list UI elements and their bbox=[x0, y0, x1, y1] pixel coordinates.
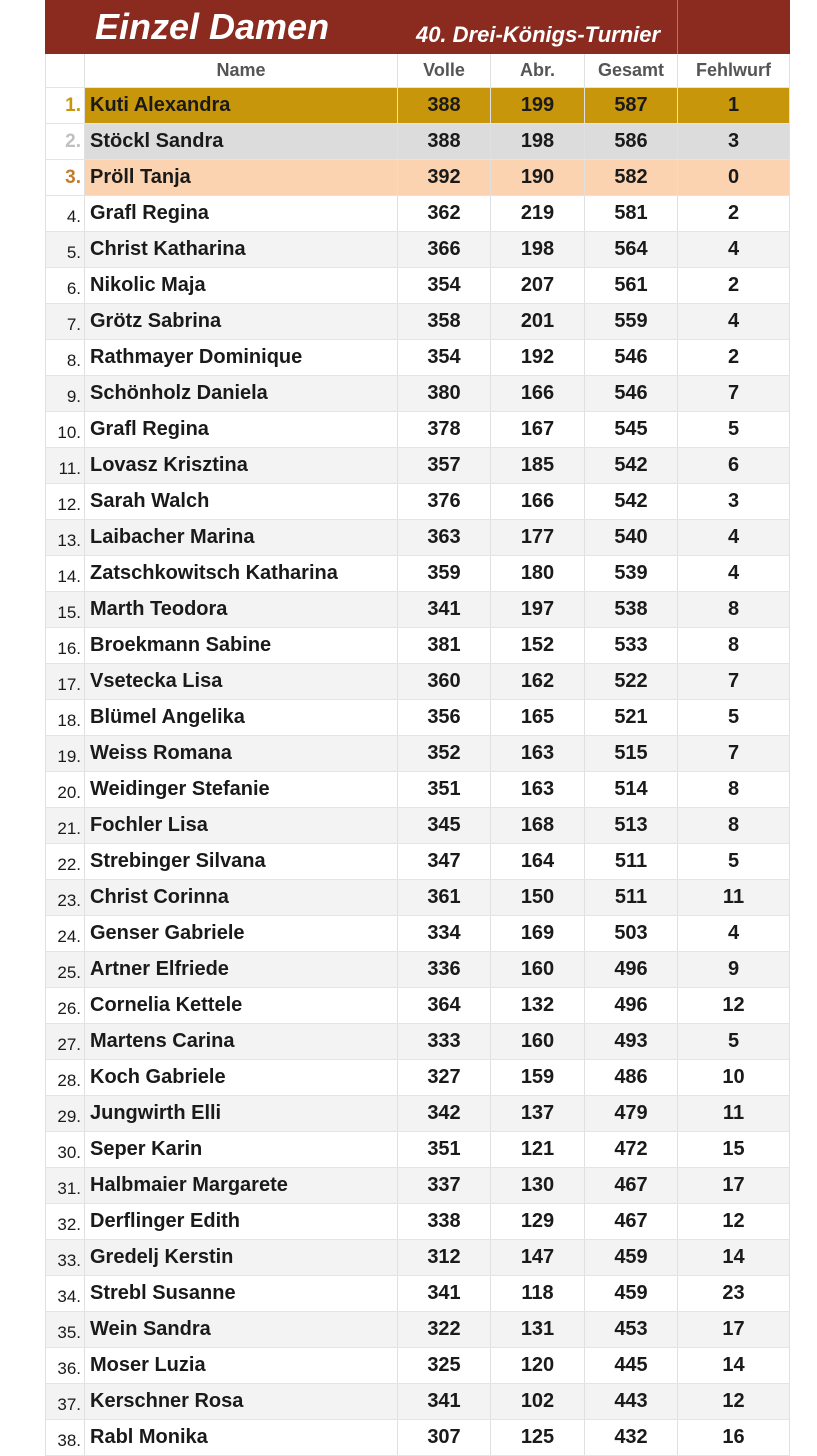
page-subtitle: 40. Drei-Königs-Turnier bbox=[415, 22, 661, 47]
row-rank: 31. bbox=[45, 1168, 85, 1203]
row-name: Halbmaier Margarete bbox=[85, 1168, 398, 1203]
row-volle: 376 bbox=[398, 484, 491, 519]
row-fehlwurf: 16 bbox=[678, 1420, 790, 1455]
row-volle: 345 bbox=[398, 808, 491, 843]
row-volle: 341 bbox=[398, 592, 491, 627]
row-name: Kuti Alexandra bbox=[85, 88, 398, 123]
row-rank: 19. bbox=[45, 736, 85, 771]
row-rank: 13. bbox=[45, 520, 85, 555]
row-abr: 102 bbox=[491, 1384, 585, 1419]
row-fehlwurf: 8 bbox=[678, 592, 790, 627]
row-fehlwurf: 3 bbox=[678, 484, 790, 519]
row-fehlwurf: 14 bbox=[678, 1348, 790, 1383]
row-rank: 9. bbox=[45, 376, 85, 411]
row-volle: 342 bbox=[398, 1096, 491, 1131]
row-fehlwurf: 5 bbox=[678, 412, 790, 447]
row-rank: 27. bbox=[45, 1024, 85, 1059]
row-volle: 392 bbox=[398, 160, 491, 195]
row-name: Koch Gabriele bbox=[85, 1060, 398, 1095]
row-volle: 388 bbox=[398, 124, 491, 159]
row-gesamt: 479 bbox=[585, 1096, 678, 1131]
row-volle: 380 bbox=[398, 376, 491, 411]
table-row bbox=[45, 808, 790, 844]
row-rank: 28. bbox=[45, 1060, 85, 1095]
row-name: Artner Elfriede bbox=[85, 952, 398, 987]
row-volle: 341 bbox=[398, 1384, 491, 1419]
title-divider bbox=[677, 0, 678, 54]
table-body bbox=[45, 88, 790, 1456]
row-rank: 6. bbox=[45, 268, 85, 303]
row-abr: 152 bbox=[491, 628, 585, 663]
row-rank: 36. bbox=[45, 1348, 85, 1383]
row-fehlwurf: 9 bbox=[678, 952, 790, 987]
table-row bbox=[45, 1096, 790, 1132]
table-row bbox=[45, 268, 790, 304]
row-gesamt: 486 bbox=[585, 1060, 678, 1095]
row-gesamt: 453 bbox=[585, 1312, 678, 1347]
table-row bbox=[45, 1240, 790, 1276]
row-rank: 17. bbox=[45, 664, 85, 699]
row-volle: 359 bbox=[398, 556, 491, 591]
row-gesamt: 540 bbox=[585, 520, 678, 555]
row-rank: 18. bbox=[45, 700, 85, 735]
row-rank: 2. bbox=[45, 124, 85, 159]
row-gesamt: 467 bbox=[585, 1204, 678, 1239]
row-gesamt: 443 bbox=[585, 1384, 678, 1419]
row-name: Rabl Monika bbox=[85, 1420, 398, 1455]
row-name: Rathmayer Dominique bbox=[85, 340, 398, 375]
row-rank: 22. bbox=[45, 844, 85, 879]
table-row bbox=[45, 1132, 790, 1168]
row-fehlwurf: 15 bbox=[678, 1132, 790, 1167]
row-volle: 337 bbox=[398, 1168, 491, 1203]
row-fehlwurf: 7 bbox=[678, 736, 790, 771]
row-volle: 358 bbox=[398, 304, 491, 339]
row-gesamt: 445 bbox=[585, 1348, 678, 1383]
table-row bbox=[45, 1348, 790, 1384]
row-abr: 125 bbox=[491, 1420, 585, 1455]
row-fehlwurf: 2 bbox=[678, 340, 790, 375]
row-name: Zatschkowitsch Katharina bbox=[85, 556, 398, 591]
row-name: Sarah Walch bbox=[85, 484, 398, 519]
row-volle: 351 bbox=[398, 772, 491, 807]
table-row bbox=[45, 304, 790, 340]
row-abr: 166 bbox=[491, 376, 585, 411]
row-name: Lovasz Krisztina bbox=[85, 448, 398, 483]
row-fehlwurf: 12 bbox=[678, 1204, 790, 1239]
table-row bbox=[45, 448, 790, 484]
row-rank: 5. bbox=[45, 232, 85, 267]
row-fehlwurf: 23 bbox=[678, 1276, 790, 1311]
row-name: Fochler Lisa bbox=[85, 808, 398, 843]
table-row bbox=[45, 1420, 790, 1456]
row-volle: 351 bbox=[398, 1132, 491, 1167]
row-fehlwurf: 4 bbox=[678, 520, 790, 555]
row-rank: 29. bbox=[45, 1096, 85, 1131]
row-gesamt: 503 bbox=[585, 916, 678, 951]
row-gesamt: 496 bbox=[585, 952, 678, 987]
row-gesamt: 545 bbox=[585, 412, 678, 447]
row-name: Grötz Sabrina bbox=[85, 304, 398, 339]
row-fehlwurf: 5 bbox=[678, 700, 790, 735]
row-name: Christ Corinna bbox=[85, 880, 398, 915]
header-volle: Volle bbox=[398, 54, 491, 87]
row-rank: 12. bbox=[45, 484, 85, 519]
row-abr: 164 bbox=[491, 844, 585, 879]
row-gesamt: 472 bbox=[585, 1132, 678, 1167]
row-name: Seper Karin bbox=[85, 1132, 398, 1167]
row-name: Christ Katharina bbox=[85, 232, 398, 267]
row-abr: 160 bbox=[491, 1024, 585, 1059]
table-row bbox=[45, 1024, 790, 1060]
row-volle: 333 bbox=[398, 1024, 491, 1059]
row-abr: 132 bbox=[491, 988, 585, 1023]
row-volle: 322 bbox=[398, 1312, 491, 1347]
row-abr: 169 bbox=[491, 916, 585, 951]
table-row bbox=[45, 916, 790, 952]
header-abr: Abr. bbox=[491, 54, 585, 87]
title-bar bbox=[45, 0, 790, 54]
row-volle: 356 bbox=[398, 700, 491, 735]
row-fehlwurf: 11 bbox=[678, 1096, 790, 1131]
table-row bbox=[45, 664, 790, 700]
row-gesamt: 586 bbox=[585, 124, 678, 159]
row-volle: 354 bbox=[398, 268, 491, 303]
row-name: Moser Luzia bbox=[85, 1348, 398, 1383]
table-row bbox=[45, 1276, 790, 1312]
row-fehlwurf: 2 bbox=[678, 268, 790, 303]
row-volle: 336 bbox=[398, 952, 491, 987]
table-row bbox=[45, 880, 790, 916]
row-abr: 197 bbox=[491, 592, 585, 627]
row-abr: 118 bbox=[491, 1276, 585, 1311]
row-rank: 15. bbox=[45, 592, 85, 627]
row-fehlwurf: 4 bbox=[678, 916, 790, 951]
row-volle: 357 bbox=[398, 448, 491, 483]
row-gesamt: 542 bbox=[585, 484, 678, 519]
row-rank: 3. bbox=[45, 160, 85, 195]
row-fehlwurf: 12 bbox=[678, 1384, 790, 1419]
row-fehlwurf: 5 bbox=[678, 844, 790, 879]
row-fehlwurf: 4 bbox=[678, 304, 790, 339]
row-gesamt: 539 bbox=[585, 556, 678, 591]
row-gesamt: 514 bbox=[585, 772, 678, 807]
row-fehlwurf: 10 bbox=[678, 1060, 790, 1095]
row-abr: 131 bbox=[491, 1312, 585, 1347]
results-sheet bbox=[45, 0, 790, 1456]
table-row bbox=[45, 1312, 790, 1348]
table-row bbox=[45, 88, 790, 124]
row-abr: 147 bbox=[491, 1240, 585, 1275]
row-volle: 364 bbox=[398, 988, 491, 1023]
row-rank: 38. bbox=[45, 1420, 85, 1455]
row-name: Blümel Angelika bbox=[85, 700, 398, 735]
row-gesamt: 513 bbox=[585, 808, 678, 843]
row-rank: 32. bbox=[45, 1204, 85, 1239]
table-row bbox=[45, 844, 790, 880]
row-name: Vsetecka Lisa bbox=[85, 664, 398, 699]
row-volle: 363 bbox=[398, 520, 491, 555]
table-row bbox=[45, 952, 790, 988]
row-fehlwurf: 1 bbox=[678, 88, 790, 123]
row-rank: 25. bbox=[45, 952, 85, 987]
row-fehlwurf: 2 bbox=[678, 196, 790, 231]
row-fehlwurf: 11 bbox=[678, 880, 790, 915]
row-name: Weidinger Stefanie bbox=[85, 772, 398, 807]
row-abr: 198 bbox=[491, 232, 585, 267]
row-gesamt: 432 bbox=[585, 1420, 678, 1455]
row-rank: 35. bbox=[45, 1312, 85, 1347]
row-abr: 166 bbox=[491, 484, 585, 519]
row-gesamt: 515 bbox=[585, 736, 678, 771]
row-abr: 185 bbox=[491, 448, 585, 483]
table-row bbox=[45, 124, 790, 160]
row-abr: 165 bbox=[491, 700, 585, 735]
row-rank: 30. bbox=[45, 1132, 85, 1167]
row-name: Nikolic Maja bbox=[85, 268, 398, 303]
table-row bbox=[45, 376, 790, 412]
row-fehlwurf: 0 bbox=[678, 160, 790, 195]
row-name: Grafl Regina bbox=[85, 196, 398, 231]
table-header bbox=[45, 54, 790, 88]
row-abr: 207 bbox=[491, 268, 585, 303]
row-gesamt: 493 bbox=[585, 1024, 678, 1059]
row-gesamt: 459 bbox=[585, 1240, 678, 1275]
row-gesamt: 564 bbox=[585, 232, 678, 267]
row-volle: 312 bbox=[398, 1240, 491, 1275]
row-volle: 347 bbox=[398, 844, 491, 879]
table-row bbox=[45, 520, 790, 556]
row-name: Marth Teodora bbox=[85, 592, 398, 627]
row-gesamt: 459 bbox=[585, 1276, 678, 1311]
row-abr: 168 bbox=[491, 808, 585, 843]
row-rank: 11. bbox=[45, 448, 85, 483]
row-fehlwurf: 12 bbox=[678, 988, 790, 1023]
row-volle: 325 bbox=[398, 1348, 491, 1383]
row-fehlwurf: 17 bbox=[678, 1312, 790, 1347]
header-gesamt: Gesamt bbox=[585, 54, 678, 87]
row-rank: 16. bbox=[45, 628, 85, 663]
row-gesamt: 561 bbox=[585, 268, 678, 303]
row-gesamt: 587 bbox=[585, 88, 678, 123]
row-fehlwurf: 4 bbox=[678, 556, 790, 591]
row-rank: 21. bbox=[45, 808, 85, 843]
row-abr: 121 bbox=[491, 1132, 585, 1167]
row-fehlwurf: 5 bbox=[678, 1024, 790, 1059]
row-name: Derflinger Edith bbox=[85, 1204, 398, 1239]
row-volle: 381 bbox=[398, 628, 491, 663]
row-name: Stöckl Sandra bbox=[85, 124, 398, 159]
row-volle: 327 bbox=[398, 1060, 491, 1095]
row-fehlwurf: 3 bbox=[678, 124, 790, 159]
row-volle: 352 bbox=[398, 736, 491, 771]
table-row bbox=[45, 1168, 790, 1204]
row-rank: 33. bbox=[45, 1240, 85, 1275]
header-rank bbox=[45, 54, 85, 87]
row-fehlwurf: 17 bbox=[678, 1168, 790, 1203]
row-rank: 14. bbox=[45, 556, 85, 591]
row-gesamt: 546 bbox=[585, 340, 678, 375]
row-abr: 163 bbox=[491, 772, 585, 807]
row-gesamt: 538 bbox=[585, 592, 678, 627]
row-name: Grafl Regina bbox=[85, 412, 398, 447]
row-rank: 10. bbox=[45, 412, 85, 447]
table-row bbox=[45, 988, 790, 1024]
table-row bbox=[45, 340, 790, 376]
row-volle: 360 bbox=[398, 664, 491, 699]
row-abr: 130 bbox=[491, 1168, 585, 1203]
row-gesamt: 467 bbox=[585, 1168, 678, 1203]
row-fehlwurf: 6 bbox=[678, 448, 790, 483]
row-name: Martens Carina bbox=[85, 1024, 398, 1059]
row-name: Genser Gabriele bbox=[85, 916, 398, 951]
table-row bbox=[45, 232, 790, 268]
row-name: Strebl Susanne bbox=[85, 1276, 398, 1311]
row-gesamt: 581 bbox=[585, 196, 678, 231]
row-fehlwurf: 7 bbox=[678, 376, 790, 411]
row-rank: 4. bbox=[45, 196, 85, 231]
row-abr: 167 bbox=[491, 412, 585, 447]
row-abr: 201 bbox=[491, 304, 585, 339]
row-abr: 180 bbox=[491, 556, 585, 591]
row-volle: 361 bbox=[398, 880, 491, 915]
row-volle: 378 bbox=[398, 412, 491, 447]
row-gesamt: 542 bbox=[585, 448, 678, 483]
row-name: Schönholz Daniela bbox=[85, 376, 398, 411]
row-name: Wein Sandra bbox=[85, 1312, 398, 1347]
row-abr: 219 bbox=[491, 196, 585, 231]
row-name: Gredelj Kerstin bbox=[85, 1240, 398, 1275]
row-name: Jungwirth Elli bbox=[85, 1096, 398, 1131]
row-volle: 307 bbox=[398, 1420, 491, 1455]
row-rank: 20. bbox=[45, 772, 85, 807]
row-fehlwurf: 8 bbox=[678, 772, 790, 807]
row-abr: 150 bbox=[491, 880, 585, 915]
header-name: Name bbox=[85, 54, 398, 87]
row-gesamt: 559 bbox=[585, 304, 678, 339]
row-fehlwurf: 4 bbox=[678, 232, 790, 267]
table-row bbox=[45, 1204, 790, 1240]
row-volle: 334 bbox=[398, 916, 491, 951]
row-volle: 366 bbox=[398, 232, 491, 267]
row-rank: 37. bbox=[45, 1384, 85, 1419]
row-gesamt: 511 bbox=[585, 880, 678, 915]
title-name-cell bbox=[88, 0, 406, 54]
row-name: Weiss Romana bbox=[85, 736, 398, 771]
row-name: Broekmann Sabine bbox=[85, 628, 398, 663]
row-abr: 190 bbox=[491, 160, 585, 195]
row-rank: 23. bbox=[45, 880, 85, 915]
table-row bbox=[45, 160, 790, 196]
row-name: Cornelia Kettele bbox=[85, 988, 398, 1023]
row-gesamt: 511 bbox=[585, 844, 678, 879]
table-row bbox=[45, 592, 790, 628]
table-row bbox=[45, 772, 790, 808]
row-abr: 137 bbox=[491, 1096, 585, 1131]
row-volle: 362 bbox=[398, 196, 491, 231]
row-fehlwurf: 8 bbox=[678, 628, 790, 663]
row-gesamt: 582 bbox=[585, 160, 678, 195]
table-row bbox=[45, 556, 790, 592]
row-volle: 341 bbox=[398, 1276, 491, 1311]
row-abr: 162 bbox=[491, 664, 585, 699]
table-row bbox=[45, 412, 790, 448]
row-abr: 159 bbox=[491, 1060, 585, 1095]
row-abr: 129 bbox=[491, 1204, 585, 1239]
row-abr: 160 bbox=[491, 952, 585, 987]
row-name: Laibacher Marina bbox=[85, 520, 398, 555]
table-row bbox=[45, 1060, 790, 1096]
row-rank: 26. bbox=[45, 988, 85, 1023]
row-gesamt: 533 bbox=[585, 628, 678, 663]
row-gesamt: 521 bbox=[585, 700, 678, 735]
row-abr: 120 bbox=[491, 1348, 585, 1383]
row-gesamt: 496 bbox=[585, 988, 678, 1023]
row-rank: 34. bbox=[45, 1276, 85, 1311]
row-rank: 1. bbox=[45, 88, 85, 123]
row-volle: 354 bbox=[398, 340, 491, 375]
table-row bbox=[45, 196, 790, 232]
row-volle: 338 bbox=[398, 1204, 491, 1239]
row-abr: 199 bbox=[491, 88, 585, 123]
row-abr: 163 bbox=[491, 736, 585, 771]
table-row bbox=[45, 736, 790, 772]
row-gesamt: 522 bbox=[585, 664, 678, 699]
table-row bbox=[45, 1384, 790, 1420]
row-fehlwurf: 14 bbox=[678, 1240, 790, 1275]
row-rank: 8. bbox=[45, 340, 85, 375]
table-row bbox=[45, 628, 790, 664]
row-gesamt: 546 bbox=[585, 376, 678, 411]
row-name: Strebinger Silvana bbox=[85, 844, 398, 879]
row-abr: 198 bbox=[491, 124, 585, 159]
header-fehlwurf: Fehlwurf bbox=[678, 54, 790, 87]
row-volle: 388 bbox=[398, 88, 491, 123]
row-fehlwurf: 8 bbox=[678, 808, 790, 843]
row-rank: 24. bbox=[45, 916, 85, 951]
row-fehlwurf: 7 bbox=[678, 664, 790, 699]
page-title: Einzel Damen bbox=[95, 6, 330, 47]
row-abr: 192 bbox=[491, 340, 585, 375]
row-name: Kerschner Rosa bbox=[85, 1384, 398, 1419]
table-row bbox=[45, 484, 790, 520]
row-rank: 7. bbox=[45, 304, 85, 339]
row-abr: 177 bbox=[491, 520, 585, 555]
table-row bbox=[45, 700, 790, 736]
row-name: Pröll Tanja bbox=[85, 160, 398, 195]
title-rank-spacer bbox=[45, 0, 88, 54]
